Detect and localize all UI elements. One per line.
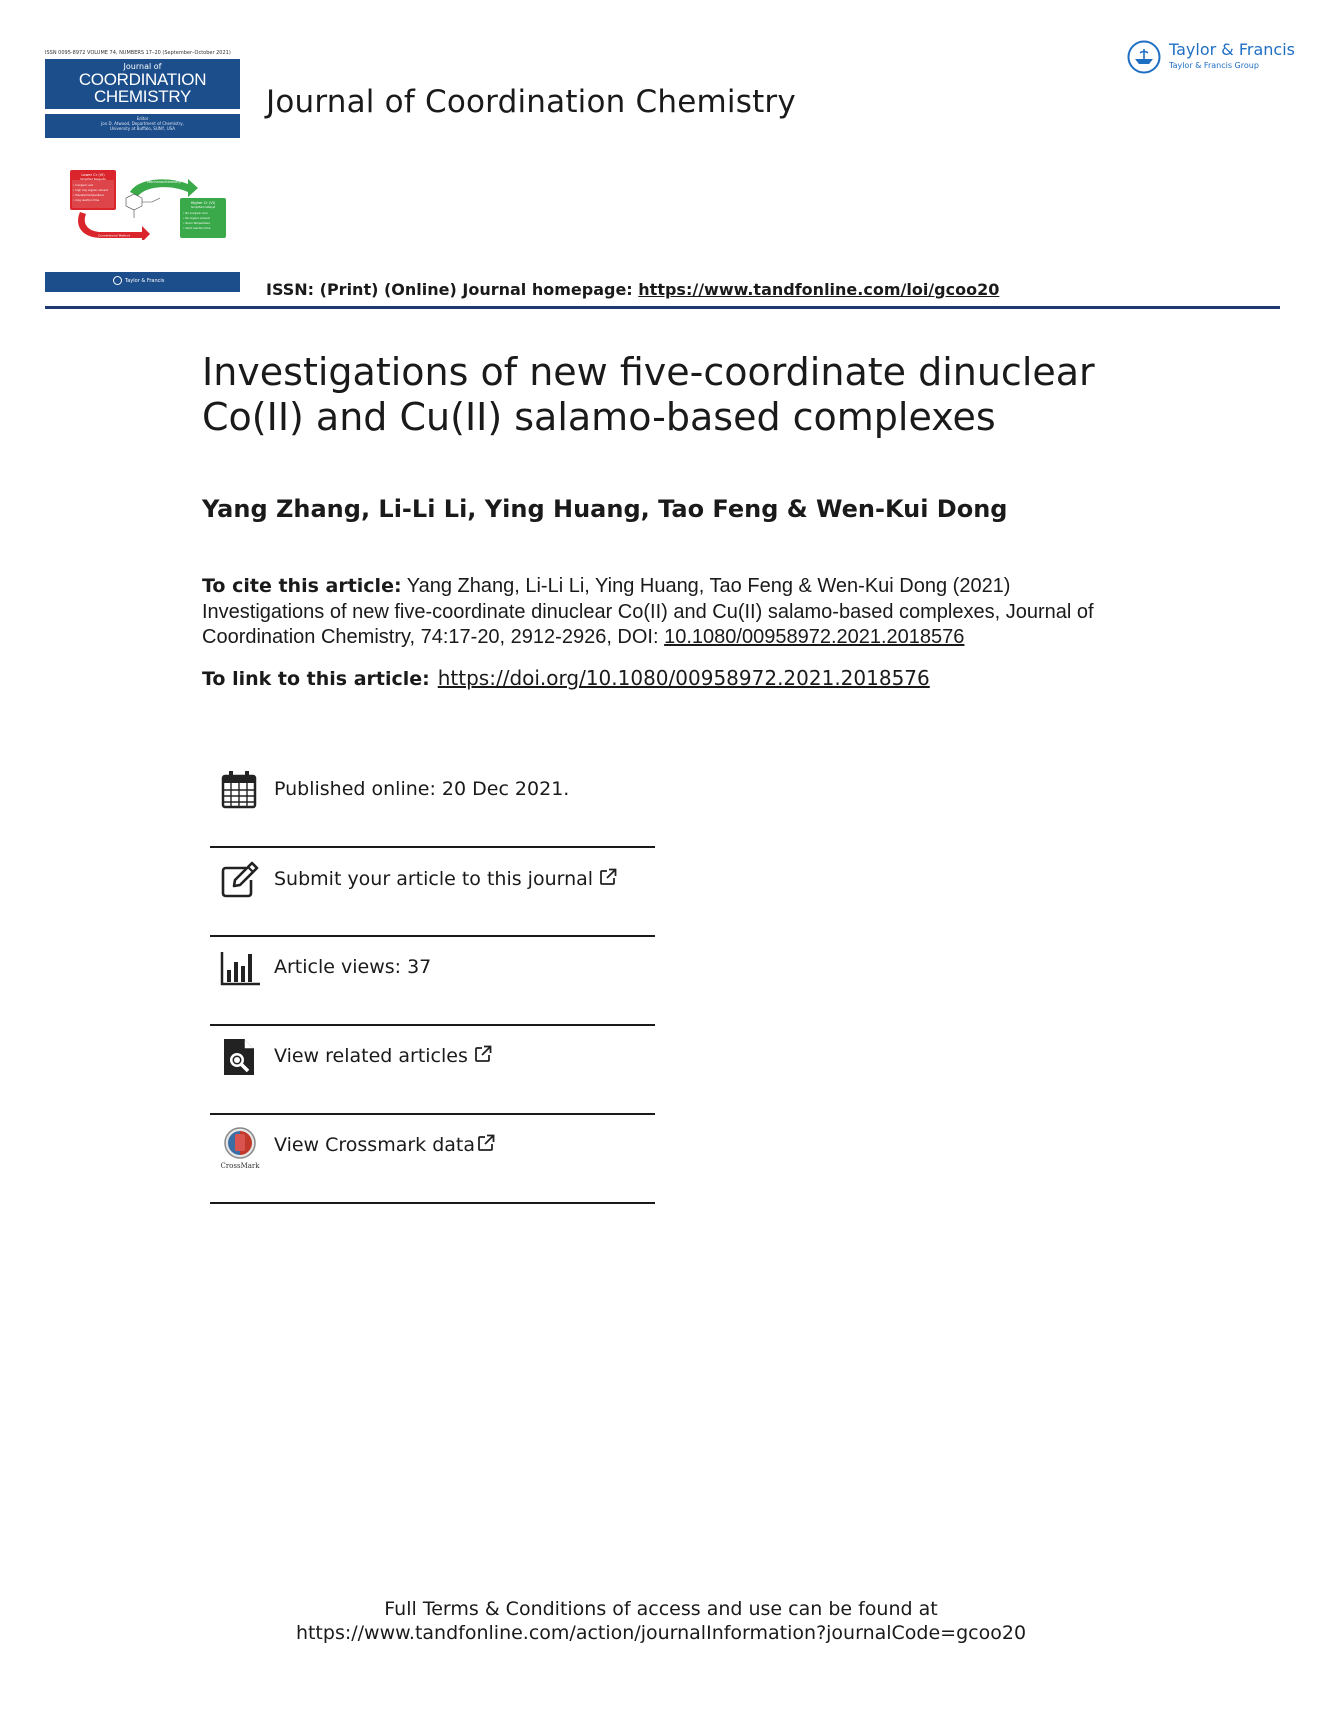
issn-prefix: ISSN: (Print) (Online) Journal homepage:: [266, 280, 639, 299]
related-articles-item[interactable]: [210, 1037, 655, 1081]
citation-block: [202, 574, 1132, 651]
cover-journal-main-1: COORDINATION: [78, 70, 207, 89]
external-link-icon: [474, 1045, 492, 1063]
cover-editor-affil-2: University at Buffalo, SUNY, USA: [109, 126, 176, 131]
art-higher-item-3: • Room Temperature: [183, 222, 210, 225]
cover-bottom-logo-text: Taylor & Francis: [125, 278, 165, 284]
journal-title: Journal of Coordination Chemistry: [266, 84, 796, 120]
art-lower-label: Lower Cr (VI): [81, 173, 105, 177]
journal-cover: [45, 50, 240, 138]
article-title: Investigations of new five-coordinate dinuclear Co(II) and Cu(II) salamo-based complexes: [202, 350, 1095, 439]
art-lower-item-1: • Inorganic and: [73, 184, 94, 187]
issn-line: [266, 280, 999, 299]
article-link-block: [202, 666, 930, 690]
info-divider: [210, 1113, 655, 1115]
art-lower-item-4: • long reaction time: [73, 199, 100, 202]
external-link-icon: [477, 1134, 495, 1152]
cover-editor-label: Editor: [136, 116, 149, 121]
document-search-icon: [220, 1037, 260, 1077]
cover-journal-of: Journal of: [123, 62, 162, 71]
cover-editor-affil-1: Jon D. Atwood, Department of Chemistry,: [101, 121, 184, 126]
article-views-item: [210, 948, 655, 992]
terms-footer: [0, 1597, 1322, 1645]
art-higher-item-4: • Short reaction time: [183, 227, 211, 230]
art-mechano-label: Mechanochemistry: [146, 180, 182, 184]
art-higher-sub: Simplified Catalyst: [190, 206, 216, 209]
publisher-logo: [1127, 38, 1297, 78]
journal-homepage-link[interactable]: https://www.tandfonline.com/loi/gcoo20: [638, 280, 1000, 299]
bar-chart-icon: [220, 948, 260, 988]
art-higher-label: Higher Cr (VI): [190, 201, 216, 205]
cover-editor-band: [45, 114, 240, 138]
published-online-label: Published online: 20 Dec 2021.: [274, 778, 570, 800]
terms-footer-url[interactable]: https://www.tandfonline.com/action/journalInformation?journalCode=gcoo20: [295, 1622, 1027, 1644]
cover-journal-main-2: CHEMISTRY: [93, 87, 192, 106]
cover-title-band: [45, 59, 240, 109]
art-conventional-label: Conventional Method: [98, 233, 130, 238]
edit-icon: [220, 860, 260, 900]
related-articles-label: [274, 1045, 492, 1067]
published-online-item: [210, 770, 655, 814]
article-authors: Yang Zhang, Li-Li Li, Ying Huang, Tao Feng & Wen-Kui Dong: [202, 495, 1008, 523]
cover-meta-line: ISSN 0095-8972 VOLUME 74, NUMBERS 17–20 (September–October 2021): [45, 50, 231, 56]
crossmark-icon: [220, 1126, 260, 1170]
article-link-label: To link to this article:: [202, 668, 430, 690]
external-link-icon: [599, 868, 617, 886]
calendar-icon: [220, 770, 260, 810]
art-lower-sub: Simplified Reagents: [80, 178, 106, 181]
art-higher-item-2: • No organic solvent: [183, 217, 210, 220]
citation-doi-link[interactable]: 10.1080/00958972.2021.2018576: [664, 626, 965, 648]
info-divider: [210, 1024, 655, 1026]
citation-text: Yang Zhang, Li-Li Li, Ying Huang, Tao Feng & Wen-Kui Dong (2021) Investigations of new five-coordinate dinuclear Co(II) and Cu(II) salamo-based complexes, Journal of Coordination Chemistry, 74:17-20, 2912-2926, DOI:: [202, 575, 1094, 648]
info-divider: [210, 935, 655, 937]
crossmark-text: View Crossmark data: [274, 1134, 476, 1156]
crossmark-label: [274, 1134, 495, 1156]
crossmark-logo-text: CrossMark: [220, 1162, 260, 1170]
art-lower-item-2: • high clay organic solvent: [73, 189, 108, 192]
article-views-label: Article views: 37: [274, 956, 432, 978]
taylor-francis-icon: [1127, 40, 1161, 74]
related-articles-text: View related articles: [274, 1045, 468, 1067]
info-divider: [210, 1202, 655, 1204]
cover-bottom-logo: [113, 276, 193, 287]
header-rule: [45, 306, 1280, 309]
cover-bottom-band: [45, 272, 240, 292]
article-doi-url-link[interactable]: https://doi.org/10.1080/00958972.2021.2018576: [437, 666, 930, 690]
submit-article-label: [274, 868, 617, 890]
submit-article-item[interactable]: [210, 860, 655, 904]
terms-footer-line-1: Full Terms & Conditions of access and use can be found at: [384, 1598, 938, 1620]
citation-label: To cite this article:: [202, 575, 402, 597]
submit-article-text: Submit your article to this journal: [274, 868, 594, 890]
cover-bottom-logo-icon: [113, 276, 122, 285]
cover-graphical-abstract: [68, 168, 228, 240]
crossmark-item[interactable]: [210, 1126, 655, 1174]
art-lower-item-3: • Elevated temperature: [73, 194, 104, 197]
info-divider: [210, 846, 655, 848]
art-higher-item-1: • No inorganic and: [183, 212, 208, 215]
publisher-name: Taylor & Francis: [1169, 40, 1295, 59]
molecule-sketch: [126, 194, 160, 218]
publisher-group: Taylor & Francis Group: [1169, 61, 1259, 70]
